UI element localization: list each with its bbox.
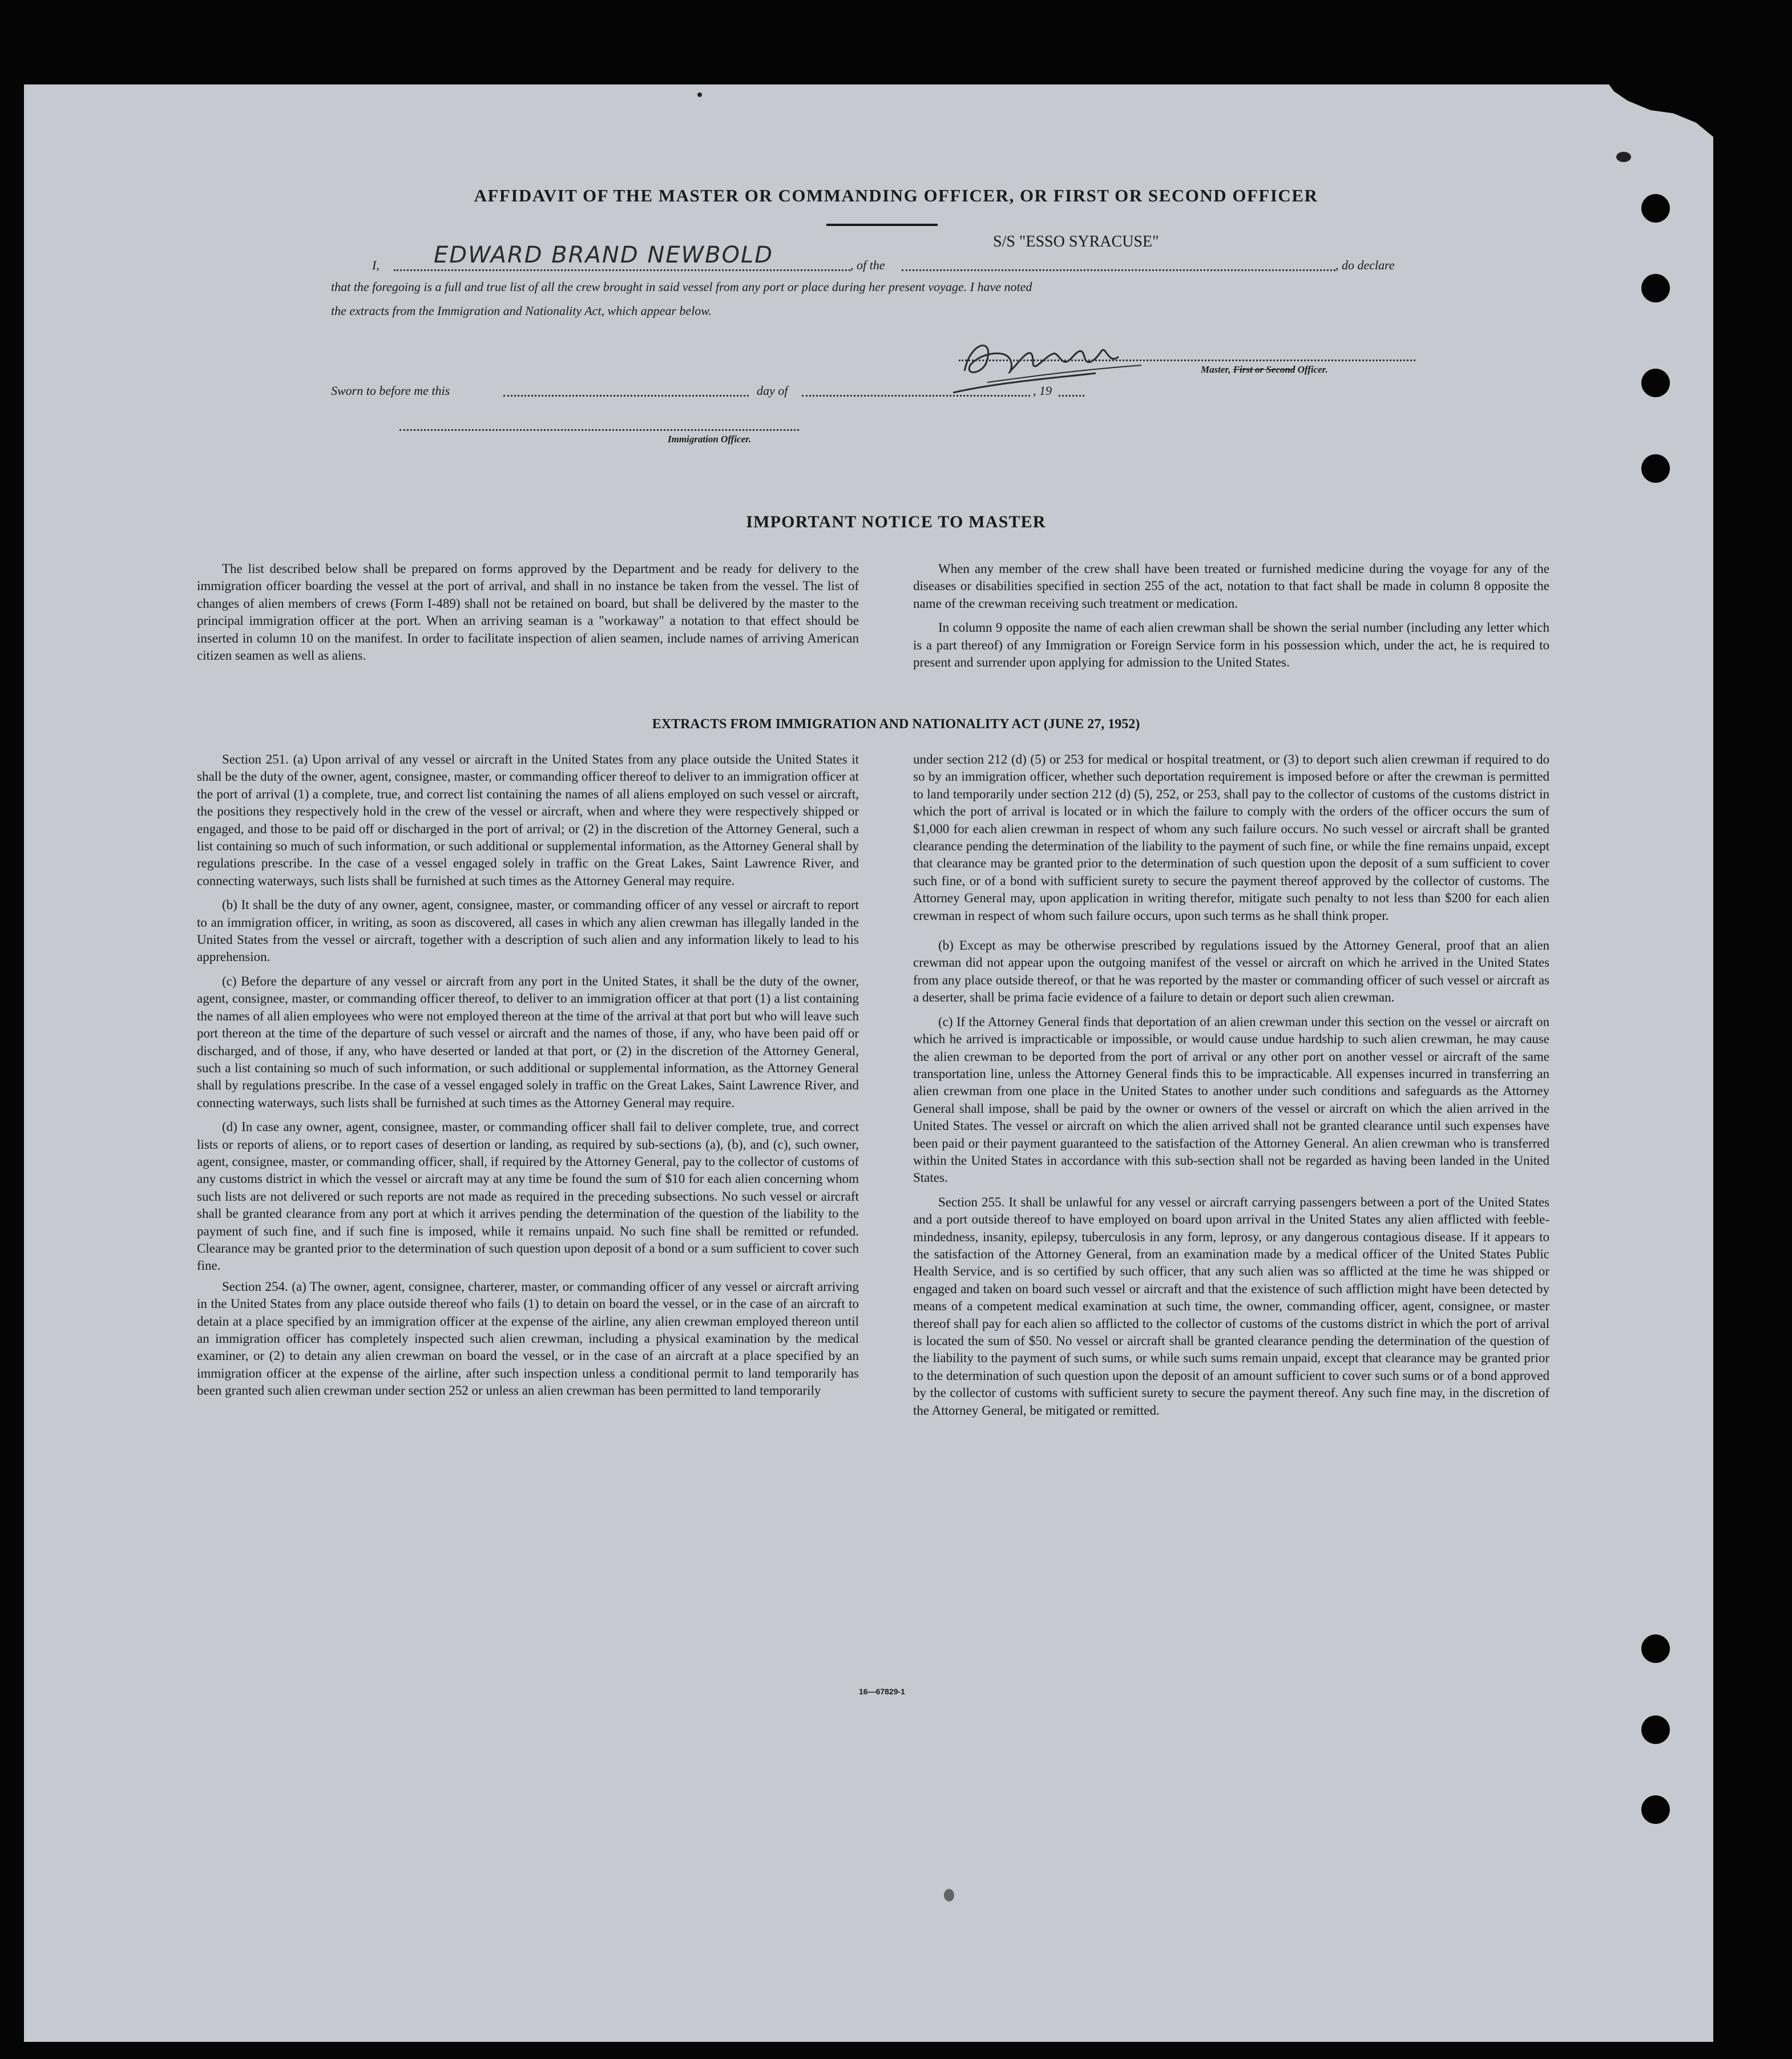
binder-hole	[1641, 369, 1670, 397]
extracts-right-column	[913, 751, 1549, 1419]
sworn-month-line	[802, 395, 1030, 397]
immigration-officer-line	[399, 429, 799, 431]
year-label: , 19	[1033, 383, 1052, 398]
notice-paragraph: When any member of the crew shall have been treated or furnished medicine during the voyage for any of the diseases or disabilities specified in section 255 of the act, notation to that fact shall be made in column 8 opposite the name of the crewman receiving such treatment or medication.	[913, 562, 1549, 611]
affidavit-title: AFFIDAVIT OF THE MASTER OR COMMANDING OFFICER, OR FIRST OR SECOND OFFICER	[474, 185, 1318, 205]
section-paragraph: (b) It shall be the duty of any owner, agent, consignee, master, or commanding officer of any vessel or aircraft to report to an immigration officer, in writing, as soon as discovered, all cases in which any alien crewman has illegally landed in the United States from the vessel or aircraft, together with a description of such alien and any information likely to lead to his apprehension.	[197, 898, 859, 964]
binder-hole	[1641, 1715, 1670, 1744]
binder-hole	[1641, 1634, 1670, 1663]
notice-title: IMPORTANT NOTICE TO MASTER	[746, 512, 1046, 531]
of-the-label: , of the	[850, 258, 885, 272]
signature-line	[959, 360, 1415, 361]
name-line	[394, 269, 850, 271]
immigration-officer-label: Immigration Officer.	[668, 434, 752, 445]
torn-corner	[1605, 79, 1719, 142]
master-label	[1201, 364, 1328, 376]
speck	[944, 1889, 954, 1901]
notice-left-column	[197, 560, 859, 664]
section-paragraph: under section 212 (d) (5) or 253 for medical or hospital treatment, or (3) to deport such alien crewman if required to do so by an immigration officer, whether such deportation requirement is imposed before or after the crewman is permitted to land temporarily under section 212 (d) (5), 252, or 253, shall pay to the collector of customs of the customs district in which the port of arrival is located or in which the failure to comply with the orders of the officer occurs the sum of $1,000 for each alien crewman in respect of whom any such failure occurs. No such vessel or aircraft shall be granted clearance pending the determination of the liability to the payment of such fine, or while the fine remains unpaid, except that clearance may be granted prior to the determination of such question upon the deposit of a sum sufficient to cover such fine, or of a bond with sufficient surety to secure the payment thereof approved by the collector of customs. The Attorney General may, upon application in writing therefor, mitigate such penalty to not less than $200 for each alien crewman in respect of whom such failure occurs, upon such terms as he shall think proper.	[913, 752, 1549, 923]
statement-line-1: that the foregoing is a full and true list of all the crew brought in said vessel from any port or place during her present voyage. I have noted	[331, 280, 1032, 294]
section-paragraph: (b) Except as may be otherwise prescribed by regulations issued by the Attorney General, proof that an alien crewman did not appear upon the outgoing manifest of the vessel or aircraft on which he arrived in the United States from any place outside thereof, or that he was reported by the master or commanding officer of such vessel or aircraft as a deserter, shall be prima facie evidence of a failure to detain or deport such alien crewman.	[913, 938, 1549, 1005]
master-text: Master,	[1201, 364, 1233, 375]
sworn-label: Sworn to before me this	[331, 383, 450, 398]
declarant-name: EDWARD BRAND NEWBOLD	[434, 242, 774, 268]
section-paragraph: (d) In case any owner, agent, consignee, master, or commanding officer shall fail to deliver complete, true, and correct lists or reports of aliens, or to report cases of desertion or landing, as required by sub-sections (a), (b), and (c), such owner, agent, consignee, master, or commanding officer, shall, if required by the Attorney General, pay to the collector of customs of any customs district in which the vessel or aircraft may at any time be found the sum of $10 for each alien concerning whom such lists are not delivered or such reports are not made as required in the preceding subsections. No such vessel or aircraft shall be granted clearance from any port at which it arrives pending the determination of the question of the liability to the payment of such fine, and if such fine is imposed, while it remains unpaid. No such fine shall be remitted or refunded. Clearance may be granted prior to the determination of such question upon deposit of a bond or a sum sufficient to cover such fine.	[197, 1120, 859, 1273]
vessel-line	[902, 269, 1335, 271]
binder-hole	[1641, 1795, 1670, 1824]
form-code: 16—67829-1	[859, 1687, 905, 1696]
extracts-title: EXTRACTS FROM IMMIGRATION AND NATIONALITY ACT (JUNE 27, 1952)	[652, 717, 1140, 732]
vessel-name: S/S "ESSO SYRACUSE"	[993, 233, 1159, 251]
statement-line-2: the extracts from the Immigration and Nationality Act, which appear below.	[331, 304, 712, 318]
binder-hole	[1641, 274, 1670, 302]
notice-paragraph: In column 9 opposite the name of each alien crewman shall be shown the serial number (including any letter which is a part thereof) of any Immigration or Foreign Service form in his possession which, under the act, he is required to present and surrender upon applying for admission to the United States.	[913, 620, 1549, 670]
notice-paragraph: The list described below shall be prepared on forms approved by the Department and be ready for delivery to the immigration officer boarding the vessel at the port of arrival, and shall in no instance be taken from the vessel. The list of changes of alien members of crews (Form I-489) shall not be retained on board, but shall be delivered by the master to the principal immigration officer at the port. When an arriving seaman is a "workaway" a notation to that effect should be inserted in column 10 on the manifest. In order to facilitate inspection of alien seamen, include names of arriving American citizen seamen as well as aliens.	[197, 562, 859, 663]
do-declare-label: , do declare	[1335, 258, 1395, 272]
extracts-left-column	[197, 751, 859, 1400]
sworn-day-line	[503, 395, 749, 397]
section-paragraph: Section 254. (a) The owner, agent, consignee, charterer, master, or commanding officer of any vessel or aircraft arriving in the United States from any place outside thereof who fails (1) to detain on board the vessel, or in the case of an aircraft to detain at a place specified by an immigration officer at the expense of the airline, any alien crewman employed thereon until an immigration officer has completely inspected such alien crewman, including a physical examination by the medical examiner, or (2) to detain any alien crewman on board the vessel, or in the case of an aircraft at a place specified by an immigration officer at the expense of the airline, after such inspection unless a conditional permit to land temporarily has been granted such alien crewman under section 252 or unless an alien crewman has been permitted to land temporarily	[197, 1279, 859, 1398]
notice-right-column	[913, 560, 1549, 671]
master-signature	[953, 325, 1159, 399]
section-paragraph: (c) Before the departure of any vessel or aircraft from any port in the United States, it shall be the duty of the owner, agent, consignee, master, or commanding officer thereof, to deliver to an immigration officer at that port (1) a list containing the names of all alien employees who were not employed thereon at the time of the arrival at that port but who will leave such port thereon at the time of the departure of such vessel or aircraft and the names of those, if any, who have been paid off or discharged, and of those, if any, who have deserted or landed at that port, or (2) in the discretion of the Attorney General, such a list containing so much of such information, or such additional or supplemental information, as the Attorney General shall by regulations prescribe. In the case of a vessel engaged solely in traffic on the Great Lakes, Saint Lawrence River, and connecting waterways, such lists shall be furnished at such times as the Attorney General may require.	[197, 974, 859, 1110]
speck	[1616, 152, 1631, 162]
section-paragraph: Section 255. It shall be unlawful for any vessel or aircraft carrying passengers between a port of the United States and a port outside thereof to have employed on board upon arrival in the United States any alien afflicted with feeble-mindedness, insanity, epilepsy, tuberculosis in any form, leprosy, or any dangerous contagious disease. If it appears to the satisfaction of the Attorney General, from an examination made by a medical officer of the United States Public Health Service, and is so certified by such officer, that any such alien was so afflicted at the time he was shipped or engaged and taken on board such vessel or aircraft and that the existence of such affliction might have been detected by means of a competent medical examination at such time, the owner, commanding officer, agent, consignee, or master thereof shall pay for each alien so afflicted to the collector of customs of the customs district in which the port of arrival is located the sum of $50. No vessel or aircraft shall be granted clearance pending the determination of the question of the liability to the payment of such sums, or while such sums remain unpaid, except that clearance may be granted prior to the determination of such question upon the deposit of an amount sufficient to cover such sums or of a bond approved by the collector of customs with sufficient surety to secure the payment thereof. Any such fine may, in the discretion of the Attorney General, be mitigated or remitted.	[913, 1194, 1549, 1418]
officer-text: Officer.	[1295, 364, 1328, 375]
section-paragraph: (c) If the Attorney General finds that deportation of an alien crewman under this section on the vessel or aircraft on which he arrived is impracticable or impossible, or would cause undue hardship to such alien crewman, he may cause the alien crewman to be deported from the port of arrival or any other port on another vessel or aircraft of the same transportation line, unless the Attorney General finds this to be impracticable. All expenses incurred in transferring an alien crewman from one place in the United States to another under such conditions and safeguards as the Attorney General shall impose, shall be paid by the owner or owners of the vessel or aircraft on which the alien arrived in the United States. The vessel or aircraft on which the alien arrived shall not be granted clearance until such expenses have been paid or their payment guaranteed to the satisfaction of the Attorney General. An alien crewman who is transferred within the United States in accordance with this sub-section shall not be regarded as having been landed in the United States.	[913, 1014, 1549, 1185]
struck-text: First or Second	[1233, 364, 1295, 375]
speck	[697, 92, 702, 97]
title-rule	[826, 224, 938, 226]
binder-hole	[1641, 454, 1670, 483]
day-of-label: day of	[757, 383, 788, 398]
year-line	[1059, 395, 1084, 397]
section-paragraph: Section 251. (a) Upon arrival of any vessel or aircraft in the United States from any place outside the United States it shall be the duty of the owner, agent, consignee, master, or commanding officer thereof to deliver to an immigration officer at the port of arrival (1) a complete, true, and correct list containing the names of all aliens employed on such vessel or aircraft, the positions they respectively hold in the crew of the vessel or aircraft, when and where they were respectively shipped or engaged, and those to be paid off or discharged in the port of arrival; or (2) in the discretion of the Attorney General, such a list containing so much of such information, or such additional or supplemental information, as the Attorney General shall by regulations prescribe. In the case of a vessel engaged solely in traffic on the Great Lakes, Saint Lawrence River, and connecting waterways, such lists shall be furnished at such times as the Attorney General may require.	[197, 752, 859, 888]
prefix-i: I,	[372, 258, 380, 272]
